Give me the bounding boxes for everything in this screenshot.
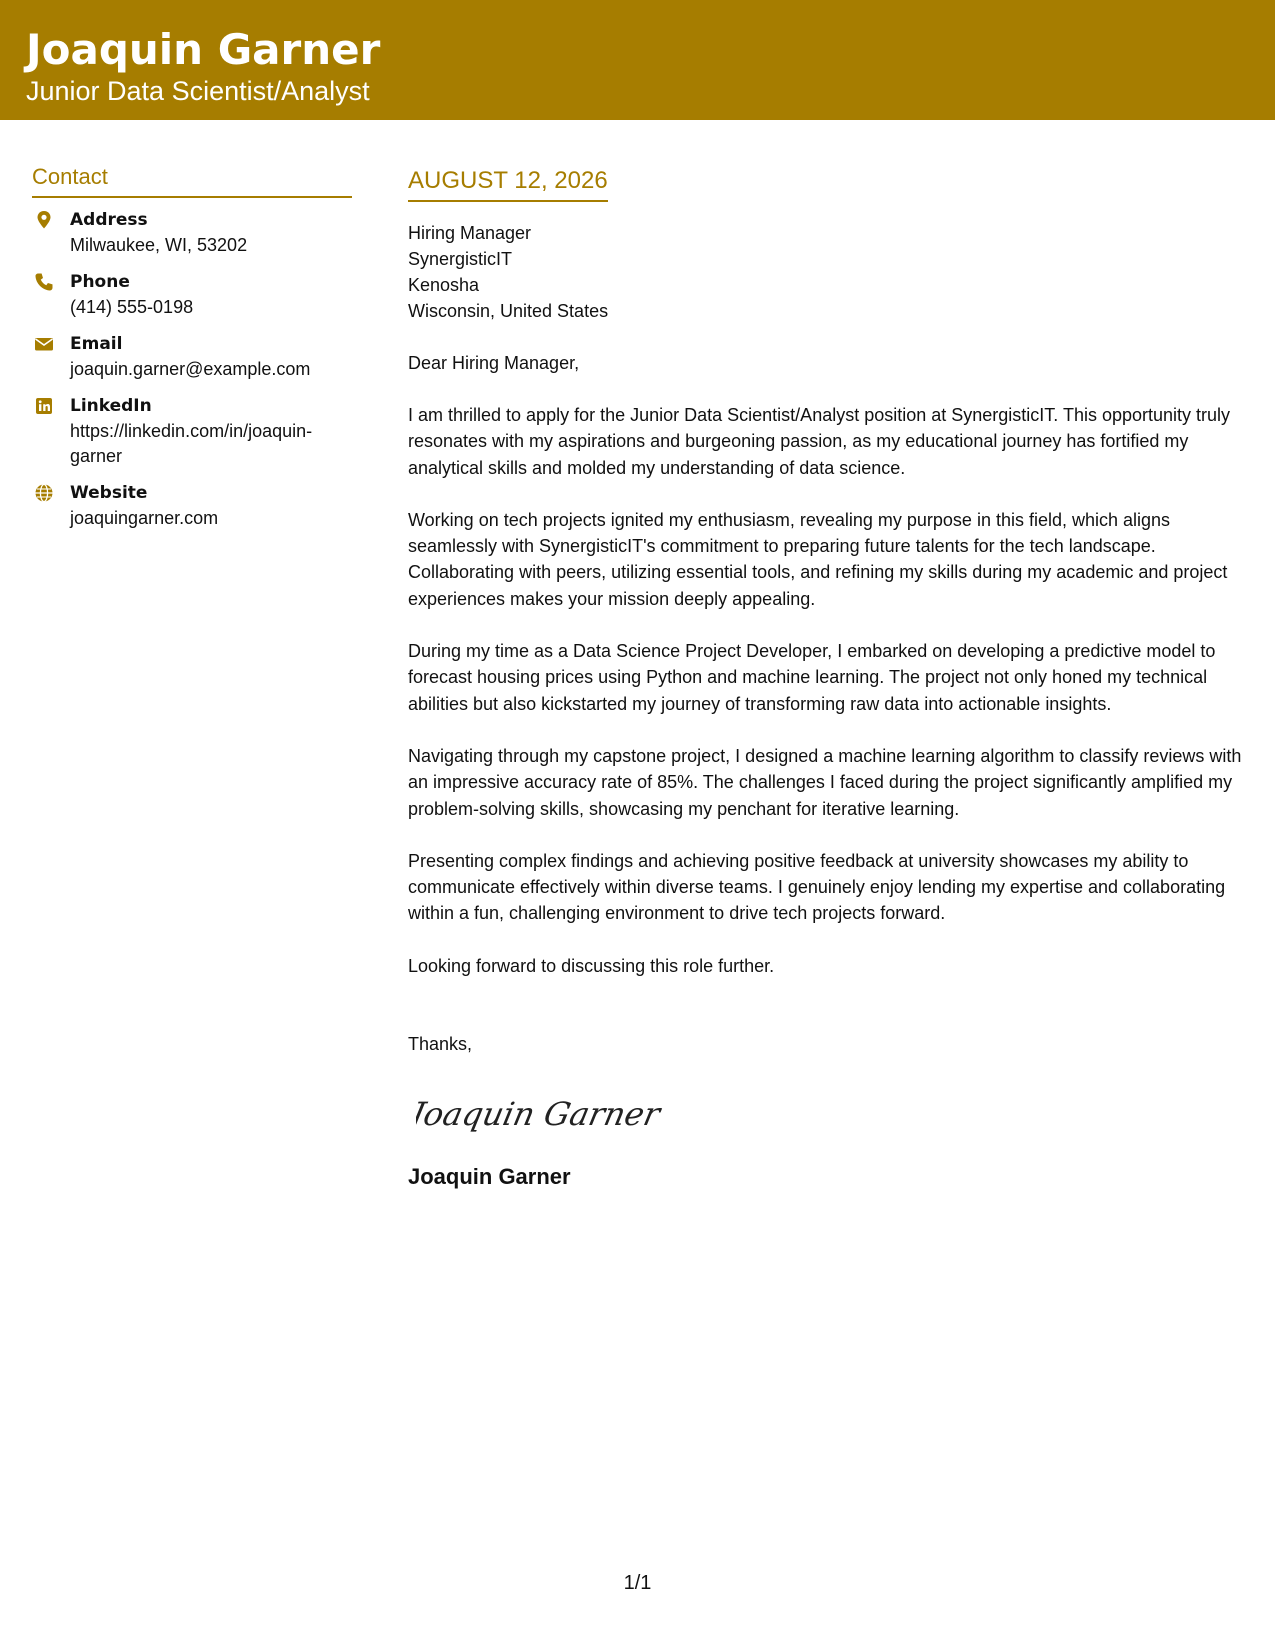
svg-text:Joaquin Garner: Joaquin Garner <box>416 1095 664 1133</box>
body-paragraph: Working on tech projects ignited my enthusiasm, revealing my purpose in this field, which aligns seamlessly with SynergisticIT's commitment to preparing future talents for the tech landscape. Collaborating with peers, utilizing essential tools, and refining my skills during my academic and project experiences makes your mission deeply appealing. <box>408 509 1228 609</box>
body-paragraph: Looking forward to discussing this role further. <box>408 955 775 976</box>
contact-value: https://linkedin.com/in/joaquin-garner <box>70 421 313 466</box>
contact-value: (414) 555-0198 <box>70 297 194 317</box>
globe-icon <box>34 483 54 503</box>
contact-label: Phone <box>70 272 130 292</box>
contact-value: joaquingarner.com <box>70 508 219 528</box>
recipient-line: Hiring Manager <box>408 223 532 243</box>
body-paragraph: I am thrilled to apply for the Junior Data Scientist/Analyst position at SynergisticIT. This opportunity truly resonates with my aspirations and burgeoning passion, as my educational journey has fortified my analytical skills and molded my understanding of data science. <box>408 405 1231 478</box>
contact-label: Email <box>70 334 123 354</box>
body-paragraph: Presenting complex findings and achieving positive feedback at university showcases my ability to communicate effectively within diverse teams. I genuinely enjoy lending my expertise and collaborating within a fun, challenging environment to drive tech projects forward. <box>408 850 1226 924</box>
signature-image <box>416 1083 676 1143</box>
signed-name: Joaquin Garner <box>408 1164 571 1190</box>
contact-email <box>32 332 352 382</box>
contact-value: joaquin.garner@example.com <box>70 359 311 379</box>
header-banner <box>0 0 1275 120</box>
body-paragraph: During my time as a Data Science Project Developer, I embarked on developing a predictive model to forecast housing prices using Python and machine learning. The project not only honed my technical abilities but also kickstarted my journey of transforming raw data into actionable insights. <box>408 641 1216 714</box>
contact-address <box>32 208 352 258</box>
contact-label: LinkedIn <box>70 396 152 416</box>
recipient-block <box>408 220 1248 324</box>
contact-value: Milwaukee, WI, 53202 <box>70 235 248 255</box>
contact-label: Website <box>70 483 148 503</box>
recipient-line: SynergisticIT <box>408 249 513 269</box>
closing: Thanks, <box>408 1034 473 1055</box>
applicant-role: Junior Data Scientist/Analyst <box>26 76 370 106</box>
letter-date: AUGUST 12, 2026 <box>408 164 608 202</box>
contact-heading: Contact <box>32 160 352 198</box>
linkedin-icon <box>34 396 54 416</box>
applicant-name: Joaquin Garner <box>26 25 381 74</box>
body-paragraph: Navigating through my capstone project, I designed a machine learning algorithm to classify reviews with an impressive accuracy rate of 85%. The challenges I faced during the project significantly amplified my problem-solving skills, showcasing my penchant for iterative learning. <box>408 745 1242 819</box>
recipient-line: Kenosha <box>408 275 480 295</box>
letter-body <box>408 164 1248 1192</box>
contact-phone <box>32 270 352 320</box>
greeting: Dear Hiring Manager, <box>408 353 580 373</box>
phone-icon <box>34 272 54 292</box>
envelope-icon <box>34 334 54 354</box>
map-pin-icon <box>34 210 54 230</box>
page-number: 1/1 <box>623 1572 652 1594</box>
contact-label: Address <box>70 210 148 230</box>
recipient-line: Wisconsin, United States <box>408 301 609 321</box>
contact-sidebar <box>32 160 352 543</box>
contact-linkedin <box>32 394 352 469</box>
contact-website <box>32 481 352 531</box>
